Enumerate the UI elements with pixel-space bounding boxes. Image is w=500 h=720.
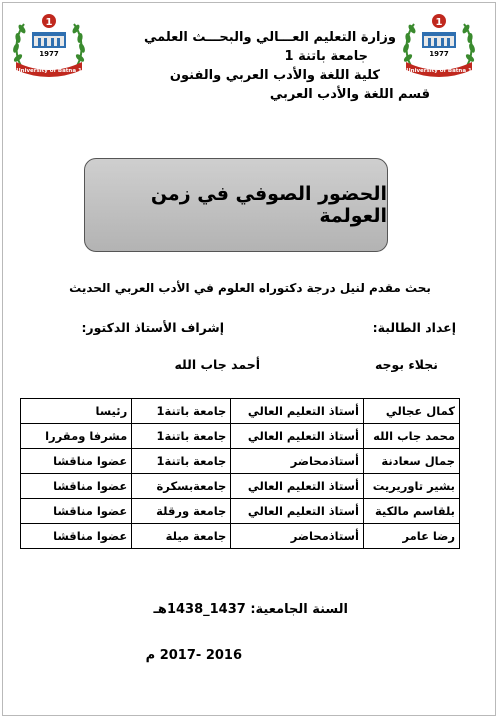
table-row (21, 524, 460, 549)
svg-text:University of Batna 1: University of Batna 1 (406, 68, 472, 74)
member-university: جامعة باتنة1 (132, 449, 231, 474)
thesis-title: الحضور الصوفي في زمن العولمة (150, 183, 387, 227)
university-logo-left (10, 12, 88, 78)
faculty-name: كلية اللغة والأدب العربي والفنون (169, 68, 380, 83)
member-rank: أستاذمحاضر (231, 449, 364, 474)
table-row (21, 499, 460, 524)
svg-text:1: 1 (435, 17, 443, 28)
member-rank: أستاذ التعليم العالي (231, 424, 364, 449)
member-role: مشرفا ومقررا (21, 424, 132, 449)
institution-header (96, 28, 430, 104)
supervised-by-label: إشراف الأستاذ الدكتور: (81, 320, 224, 335)
ministry-name: وزارة التعليم العـــالي والبحـــث العلمي (143, 30, 396, 45)
member-rank: أستاذ التعليم العالي (231, 499, 364, 524)
svg-text:1977: 1977 (429, 50, 449, 58)
academic-year-gregorian: 2016 -2017 م (145, 648, 242, 663)
table-row (21, 474, 460, 499)
member-role: عضوا مناقشا (21, 499, 132, 524)
prepared-by-label: إعداد الطالبة: (372, 320, 456, 335)
table-row (21, 449, 460, 474)
member-role: عضوا مناقشا (21, 524, 132, 549)
thesis-subtitle: بحث مقدم لنيل درجة دكتوراه العلوم في الأدب العربي الحديث (69, 281, 431, 295)
member-name: محمد جاب الله (363, 424, 459, 449)
thesis-title-box (84, 158, 388, 252)
academic-year-hijri: السنة الجامعية: 1437_1438هـ (153, 602, 348, 617)
member-university: جامعة ميلة (132, 524, 231, 549)
university-logo-right (400, 12, 478, 78)
member-role: عضوا مناقشا (21, 449, 132, 474)
member-university: جامعة باتنة1 (132, 399, 231, 424)
member-rank: أستاذمحاضر (231, 524, 364, 549)
committee-table (20, 398, 460, 549)
member-name: بلقاسم مالكية (363, 499, 459, 524)
member-name: بشير تاوريريت (363, 474, 459, 499)
svg-text:1: 1 (45, 17, 53, 28)
university-name: جامعة باتنة 1 (284, 49, 368, 64)
table-row (21, 424, 460, 449)
svg-text:1977: 1977 (39, 50, 59, 58)
member-university: جامعة باتنة1 (132, 424, 231, 449)
member-role: رئيسا (21, 399, 132, 424)
member-name: جمال سعادنة (363, 449, 459, 474)
member-rank: أستاذ التعليم العالي (231, 399, 364, 424)
student-name: نجلاء بوجه (374, 357, 438, 372)
member-rank: أستاذ التعليم العالي (231, 474, 364, 499)
member-university: جامعة ورقلة (132, 499, 231, 524)
svg-text:University of Batna 1: University of Batna 1 (16, 68, 82, 74)
member-name: رضا عامر (363, 524, 459, 549)
department-name: قسم اللغة والأدب العربي (269, 87, 430, 102)
supervisor-name: أحمد جاب الله (174, 357, 260, 372)
table-row (21, 399, 460, 424)
member-university: جامعةبسكرة (132, 474, 231, 499)
member-role: عضوا مناقشا (21, 474, 132, 499)
member-name: كمال عجالي (363, 399, 459, 424)
